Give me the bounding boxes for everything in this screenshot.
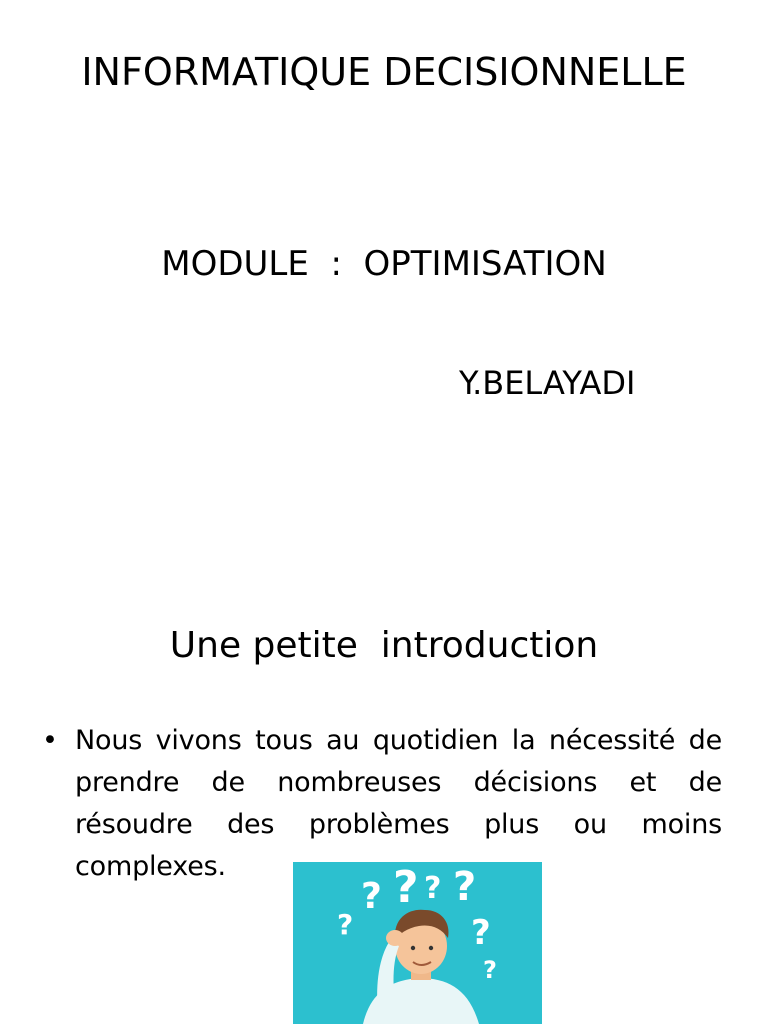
question-mark-7: ?: [483, 956, 497, 984]
question-mark-6: ?: [471, 913, 491, 953]
slide-title: INFORMATIQUE DECISIONNELLE: [81, 50, 687, 94]
question-mark-3: ?: [424, 871, 442, 906]
confused-person-illustration: [293, 862, 542, 1024]
question-mark-1: ?: [361, 876, 382, 917]
bullet-dot: •: [42, 725, 58, 756]
question-mark-4: ?: [453, 864, 477, 910]
person-eye-right: [429, 946, 433, 950]
person-eye-left: [411, 946, 415, 950]
author-name: Y.BELAYADI: [459, 364, 636, 402]
module-line: MODULE : OPTIMISATION: [161, 244, 607, 284]
section-title: Une petite introduction: [169, 625, 599, 666]
person-hand: [386, 930, 404, 946]
question-mark-5: ?: [337, 908, 354, 941]
bullet-text: Nous vivons tous au quotidien la nécessité de prendre de nombreuses décisions et de résoudre des problèmes plus ou moins complexes.: [75, 725, 722, 882]
confused-person-question-marks-icon: [293, 862, 542, 1024]
question-mark-2: ?: [393, 862, 419, 913]
